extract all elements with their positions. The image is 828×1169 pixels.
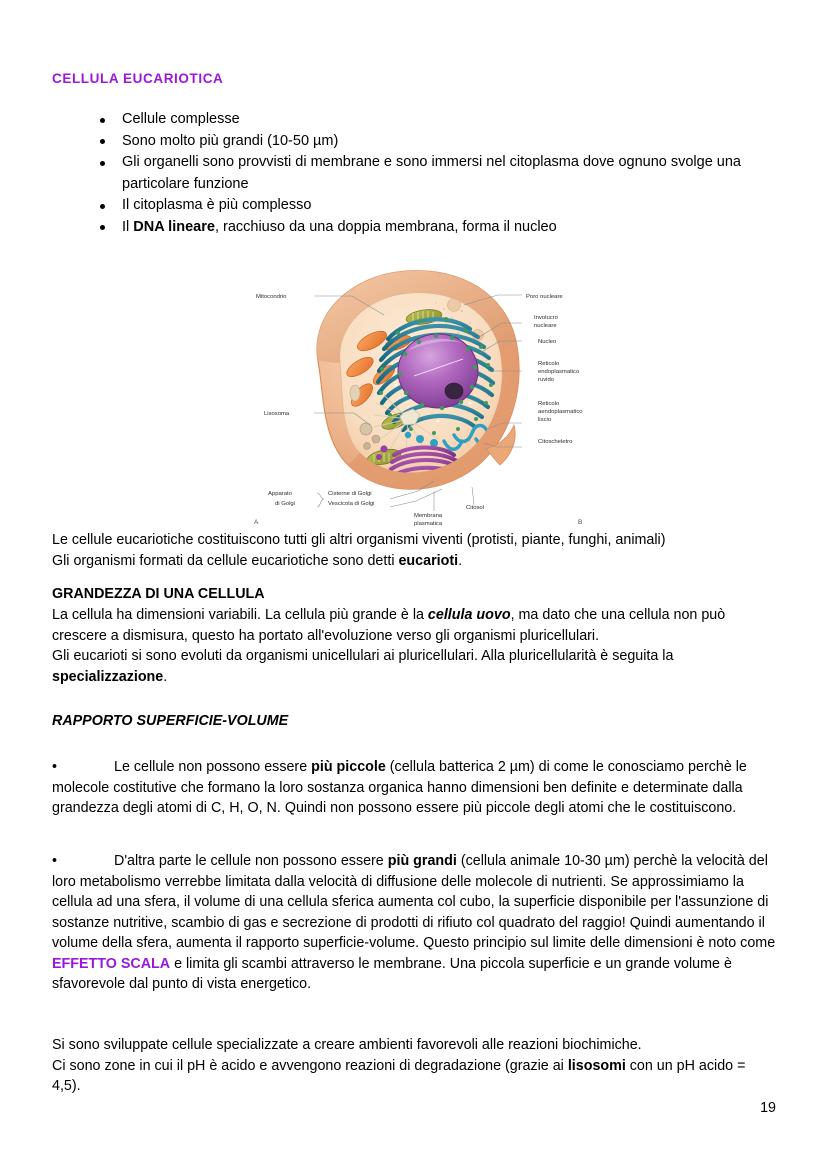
bullet-marker: • (52, 853, 58, 869)
nucleolus (445, 383, 463, 399)
figure-label-mitocondrio: Mitocondrio (256, 294, 287, 300)
figure-label-nucleo: Nucleo (538, 339, 557, 345)
para-post: , ma dato che una cellula non può crescere a dismisura, questo ha portato all'evoluzione verso gli organismi pluricellulari. (52, 607, 726, 644)
list-item (100, 195, 790, 217)
figure-label-poro-nucleare: Poro nucleare (526, 294, 563, 300)
para-line: Si sono sviluppate cellule specializzate a creare ambienti favorevoli alle reazioni biochimiche. (52, 1037, 642, 1053)
heading-rapporto: RAPPORTO SUPERFICIE-VOLUME (52, 713, 289, 729)
bullet-text-pre: Il (122, 218, 134, 235)
figure-label-liscio: liscio (538, 417, 552, 423)
para-bold-specializzazione: specializzazione (52, 668, 164, 685)
para-bold-lisosomi: lisosomi (567, 1057, 626, 1074)
para-mid: (cellula animale 10-30 µm) perchè la velocità del loro metabolismo verrebbe limitata dalla velocità di diffusione delle molecole di nutrienti. Se approssimiamo la cellula ad una sfera, il volume di una cellula sferica aumenta col cubo, la superficie disponibile per l'assunzione di sostanze nutritive, scambio di gas e secrezione di prodotti di rifiuto col quadrato del raggio! Quindi aumentando il volume della sfera, aumenta il rapporto superficie-volume. Questo principio sul limite delle dimensioni è noto come (52, 853, 776, 951)
para-bold-piu-piccole: più piccole (311, 759, 386, 775)
para-line-pre: Gli organismi formati da cellule eucariotiche sono detti (52, 552, 399, 569)
paragraph-grandezza (52, 605, 776, 646)
figure-label-nucleare: nucleare (534, 323, 557, 329)
para-bold-piu-grandi: più grandi (387, 853, 457, 869)
figure-label-endoplasmatico: endoplasmatico (538, 369, 580, 375)
accent-effetto-scala: EFFETTO SCALA (52, 955, 171, 972)
figure-label-citoscheletro: Citoscheletro (538, 439, 573, 445)
figure-label-di-golgi: di Golgi (275, 501, 295, 507)
figure-label-lisosoma: Lisosoma (264, 411, 290, 417)
para-pre: La cellula ha dimensioni variabili. La cellula più grande è la (52, 607, 428, 623)
figure-label-involucro: Involucro (534, 315, 558, 321)
para-line: Le cellule eucariotiche costituiscono tutti gli altri organismi viventi (protisti, piante, funghi, animali) (52, 532, 666, 548)
figure-label-apparato: Apparato (268, 491, 292, 497)
para-pre: Le cellule non possono essere (114, 759, 312, 775)
list-item (100, 217, 790, 239)
list-item (100, 152, 790, 195)
figure-label-ruvido: ruvido (538, 377, 555, 383)
bullet-text: Gli organelli sono provvisti di membrane e sono immersi nel citoplasma dove ognuno svolge una particolare funzione (122, 154, 741, 192)
paragraph-lisosomi (52, 1035, 776, 1097)
para-bold-eucarioti: eucarioti (398, 552, 459, 569)
bullet-paragraph-piu-grandi (52, 851, 776, 995)
figure-label-aendoplasmatico: aendoplasmatico (538, 409, 583, 415)
eukaryotic-cell-diagram (248, 243, 588, 528)
bullet-paragraph-piu-piccole (52, 757, 776, 819)
para-post: (cellula batterica 2 µm) di come le conosciamo perchè le molecole costitutive che formano la loro sostanza organica hanno dimensioni ben definite e determinate dalla grandezza degli atomi di C, H, O, N. Quindi non possono essere più piccole degli atomi che le costituiscono. (52, 759, 747, 816)
figure-caption-a: A (254, 519, 259, 526)
figure-label-vescicola-golgi: Vescicola di Golgi (328, 501, 375, 507)
para-line-post: . (458, 552, 463, 569)
para-post: . (163, 668, 168, 685)
bullet-text-bold: DNA lineare (133, 218, 215, 235)
bullet-text-post: , racchiuso da una doppia membrana, forma il nucleo (214, 218, 557, 235)
figure-caption-b: B (578, 519, 583, 526)
figure-label-plasmatica: plasmatica (414, 521, 443, 527)
para-pre: Gli eucarioti si sono evoluti da organismi unicellulari ai pluricellulari. Alla pluricellularità è seguita la (52, 648, 674, 664)
eukaryotic-cell-bullet-list (74, 109, 790, 238)
figure-label-cisterne-golgi: Cisterne di Golgi (328, 491, 372, 497)
figure-label-citosol: Citosol (466, 505, 485, 511)
bullet-text: Cellule complesse (122, 111, 240, 127)
heading-grandezza: GRANDEZZA DI UNA CELLULA (52, 586, 265, 602)
para-post: e limita gli scambi attraverso le membrane. Una piccola superficie e un grande volume è sfavorevole dal punto di vista energetico. (52, 955, 732, 992)
list-item (100, 109, 790, 131)
figure-label-reticolo-r: Reticolo (538, 361, 560, 367)
page-title: CELLULA EUCARIOTICA (52, 71, 224, 86)
list-item (100, 131, 790, 153)
page-number: 19 (760, 1100, 776, 1116)
figure-label-reticolo-l: Reticolo (538, 401, 560, 407)
para-bolditalic-cellula-uovo: cellula uovo (427, 607, 511, 623)
bullet-text: Sono molto più grandi (10-50 µm) (122, 132, 339, 149)
bullet-text: Il citoplasma è più complesso (122, 197, 312, 213)
para-pre: Ci sono zone in cui il pH è acido e avvengono reazioni di degradazione (grazie ai (52, 1057, 568, 1074)
figure-label-membrana: Membrana (414, 513, 443, 519)
bullet-marker: • (52, 759, 58, 775)
para-post: con un pH acido = 4,5). (52, 1057, 746, 1094)
paragraph-eucarioti (52, 530, 776, 571)
paragraph-specializzazione (52, 646, 776, 687)
para-pre: D'altra parte le cellule non possono essere (114, 853, 388, 869)
